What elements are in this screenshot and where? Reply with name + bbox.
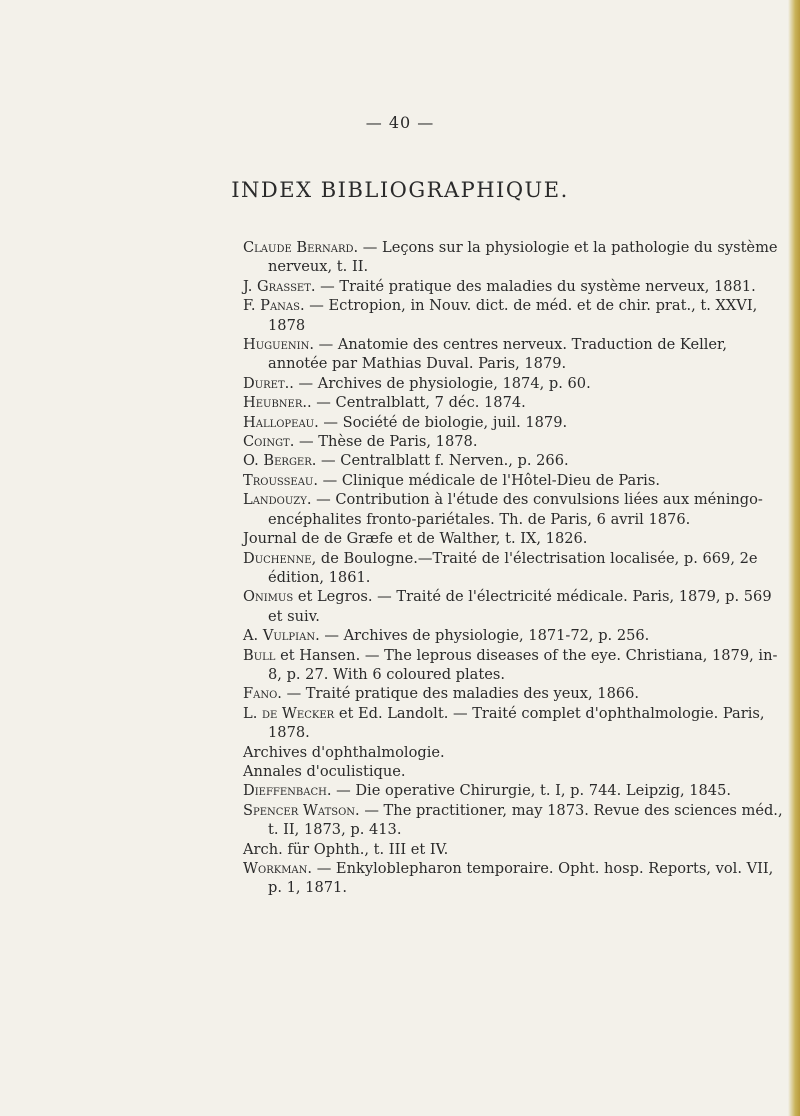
entry-text: — Thèse de Paris, 1878. — [294, 433, 478, 451]
bibliography-entry — [243, 646, 783, 685]
entry-text: de Boulogne.—Traité de l'électrisation localisée, p. 669, 2e édition, 1861. — [268, 549, 758, 586]
entry-author: L. de Wecker — [243, 704, 335, 722]
bibliography-entry — [243, 549, 783, 588]
entry-author: Bull — [243, 646, 276, 664]
bibliography-entry — [243, 277, 783, 296]
bibliography-list — [243, 238, 783, 898]
entry-text: — Archives de physiologie, 1874, p. 60. — [293, 374, 591, 392]
entry-author: Workman. — [243, 860, 313, 877]
entry-text: — Anatomie des centres nerveux. Traduction de Keller, annotée par Mathias Duval. Paris, 1879. — [268, 336, 728, 373]
bibliography-entry — [243, 451, 783, 470]
bibliography-entry — [243, 762, 783, 781]
entry-text: — Contribution à l'étude des convulsions liées aux méningo-encéphalites fronto-pariétales. Th. de Paris, 6 avril 1876. — [268, 491, 763, 528]
page-edge — [788, 0, 800, 1116]
entry-text: — Archives de physiologie, 1871-72, p. 256. — [319, 627, 650, 645]
entry-text: — Clinique médicale de l'Hôtel-Dieu de Paris. — [318, 471, 660, 489]
entry-author: Duchenne, — [243, 549, 317, 567]
entry-author: A. Vulpian. — [243, 627, 320, 645]
bibliography-entry — [243, 587, 783, 626]
bibliography-entry — [243, 393, 783, 412]
entry-text: — The practitioner, may 1873. Revue des sciences méd., t. II, 1873, p. 413. — [268, 801, 783, 839]
entry-author: O. Berger. — [243, 452, 317, 470]
entry-author: Trousseau. — [243, 471, 319, 489]
entry-author: Coingt. — [243, 433, 295, 451]
entry-text: — Société de biologie, juil. 1879. — [318, 413, 568, 431]
bibliography-entry — [243, 859, 783, 898]
bibliography-entry — [243, 490, 783, 529]
entry-author: F. Panas. — [243, 297, 305, 315]
bibliography-entry — [243, 529, 783, 548]
entry-author: Huguenin. — [243, 336, 314, 354]
entry-text: — Ectropion, in Nouv. dict. de méd. et de chir. prat., t. XXVI, 1878 — [268, 297, 758, 334]
bibliography-entry — [243, 743, 783, 762]
entry-author: Duret.. — [243, 374, 294, 392]
entry-text: Annales d'oculistique. — [243, 762, 406, 780]
entry-author: Dieffenbach. — [243, 782, 332, 800]
bibliography-entry — [243, 432, 783, 451]
entry-text: — Centralblatt f. Nerven., p. 266. — [316, 452, 569, 470]
entry-author: Hallopeau. — [243, 413, 319, 431]
bibliography-entry — [243, 626, 783, 645]
bibliography-entry — [243, 238, 783, 277]
entry-text: Arch. für Ophth., t. III et IV. — [243, 840, 449, 858]
entry-author: J. Grasset. — [243, 277, 316, 295]
entry-text: et Hansen. — The leprous diseases of the eye. Christiana, 1879, in-8, p. 27. With 6 coloured plates. — [268, 646, 778, 683]
bibliography-entry — [243, 704, 783, 743]
bibliography-entry — [243, 296, 783, 335]
entry-text: — Leçons sur la physiologie et la pathologie du système nerveux, t. II. — [268, 239, 778, 276]
bibliography-entry — [243, 684, 783, 703]
entry-text: — Die operative Chirurgie, t. I, p. 744. Leipzig, 1845. — [331, 782, 732, 800]
page-number: — 40 — — [365, 113, 435, 132]
bibliography-entry — [243, 471, 783, 490]
entry-author: Spencer Watson. — [243, 801, 360, 819]
entry-author: Landouzy. — [243, 491, 312, 509]
bibliography-entry — [243, 840, 783, 859]
entry-text: — Traité pratique des maladies du système nerveux, 1881. — [315, 277, 756, 295]
page-title: INDEX BIBLIOGRAPHIQUE. — [231, 178, 569, 202]
bibliography-entry — [243, 335, 783, 374]
bibliography-entry — [243, 801, 783, 840]
entry-author: Onimus — [243, 588, 294, 606]
entry-author: Fano. — [243, 685, 282, 703]
entry-text: — Traité pratique des maladies des yeux, 1866. — [281, 685, 640, 703]
entry-text: — Centralblatt, 7 déc. 1874. — [311, 394, 526, 412]
entry-text: Archives d'ophthalmologie. — [243, 743, 445, 761]
bibliography-entry — [243, 413, 783, 432]
entry-author: Claude Bernard. — [243, 239, 359, 256]
bibliography-entry — [243, 781, 783, 800]
entry-text: — Enkyloblepharon temporaire. Opht. hosp. Reports, vol. VII, p. 1, 1871. — [268, 860, 774, 897]
bibliography-entry — [243, 374, 783, 393]
entry-text: et Ed. Landolt. — Traité complet d'ophthalmologie. Paris, 1878. — [268, 704, 765, 742]
entry-author: Heubner.. — [243, 394, 312, 412]
entry-text: et Legros. — Traité de l'électricité médicale. Paris, 1879, p. 569 et suiv. — [268, 588, 772, 625]
entry-text: Journal de de Græfe et de Walther, t. IX, 1826. — [243, 530, 588, 548]
